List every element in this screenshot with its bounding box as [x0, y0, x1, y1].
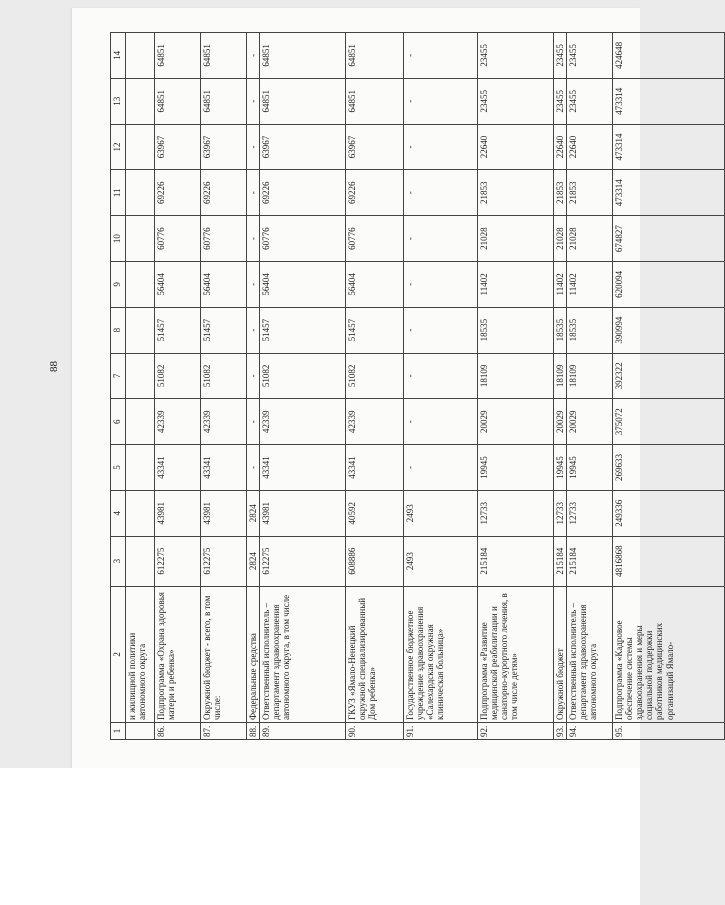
value-cell: 18535 — [554, 307, 567, 353]
value-cell: 63967 — [201, 124, 247, 170]
column-header: 8 — [111, 307, 126, 353]
row-number: 89. — [260, 722, 346, 739]
value-cell: 20029 — [554, 399, 567, 445]
table-cell — [126, 307, 155, 353]
column-header: 7 — [111, 353, 126, 399]
column-header: 13 — [111, 78, 126, 124]
value-cell: 215184 — [478, 536, 554, 586]
value-cell: 390994 — [613, 307, 725, 353]
value-cell: 56404 — [155, 261, 201, 307]
value-cell: 64851 — [201, 78, 247, 124]
row-label: Подпрограмма «Развитие медицинской реабилитации и санаторно-курортного лечения, в том числе детям» — [478, 586, 554, 722]
value-cell: 12733 — [554, 490, 567, 536]
row-number: 88. — [247, 722, 260, 739]
value-cell: 43341 — [346, 445, 404, 491]
table-cell — [126, 78, 155, 124]
value-cell: 18535 — [567, 307, 613, 353]
value-cell: - — [404, 261, 478, 307]
value-cell: 56404 — [201, 261, 247, 307]
value-cell: 64851 — [346, 78, 404, 124]
value-cell: 4816868 — [613, 536, 725, 586]
row-label: Федеральные средства — [247, 586, 260, 722]
value-cell: 56404 — [260, 261, 346, 307]
value-cell: 674827 — [613, 216, 725, 262]
value-cell: 375072 — [613, 399, 725, 445]
value-cell: 22640 — [478, 124, 554, 170]
row-number: 91. — [404, 722, 478, 739]
value-cell: - — [404, 399, 478, 445]
table-row — [613, 33, 725, 740]
column-header: 9 — [111, 261, 126, 307]
value-cell: 473314 — [613, 124, 725, 170]
page-background — [0, 768, 640, 905]
value-cell: 51457 — [201, 307, 247, 353]
column-header: 3 — [111, 536, 126, 586]
value-cell: 69226 — [346, 170, 404, 216]
value-cell: 21028 — [554, 216, 567, 262]
value-cell: 64851 — [260, 33, 346, 79]
column-header: 2 — [111, 586, 126, 722]
value-cell: 215184 — [567, 536, 613, 586]
value-cell: - — [247, 124, 260, 170]
table-row — [260, 33, 346, 740]
table-cell — [126, 722, 155, 739]
value-cell: 20029 — [478, 399, 554, 445]
value-cell: 620094 — [613, 261, 725, 307]
table-row — [478, 33, 554, 740]
value-cell: 43341 — [155, 445, 201, 491]
value-cell: 23455 — [567, 78, 613, 124]
value-cell: 60776 — [155, 216, 201, 262]
column-header: 11 — [111, 170, 126, 216]
value-cell: - — [404, 307, 478, 353]
value-cell: 23455 — [567, 33, 613, 79]
value-cell: 18109 — [478, 353, 554, 399]
value-cell: 11402 — [567, 261, 613, 307]
value-cell: 60776 — [260, 216, 346, 262]
table-cell — [126, 33, 155, 79]
value-cell: 12733 — [567, 490, 613, 536]
value-cell: 19945 — [567, 445, 613, 491]
value-cell: 608886 — [346, 536, 404, 586]
value-cell: - — [247, 307, 260, 353]
column-header: 12 — [111, 124, 126, 170]
value-cell: 473314 — [613, 170, 725, 216]
value-cell: - — [404, 216, 478, 262]
value-cell: - — [404, 78, 478, 124]
value-cell: - — [247, 170, 260, 216]
row-number: 86. — [155, 722, 201, 739]
table-row — [554, 33, 567, 740]
value-cell: 21028 — [567, 216, 613, 262]
value-cell: 21853 — [478, 170, 554, 216]
value-cell: 473314 — [613, 78, 725, 124]
value-cell: 18535 — [478, 307, 554, 353]
value-cell: 60776 — [346, 216, 404, 262]
value-cell: 42339 — [346, 399, 404, 445]
value-cell: 424648 — [613, 33, 725, 79]
value-cell: 40592 — [346, 490, 404, 536]
value-cell: 42339 — [155, 399, 201, 445]
table-row — [404, 33, 478, 740]
value-cell: 23455 — [554, 33, 567, 79]
value-cell: 51082 — [155, 353, 201, 399]
row-label: Окружной бюджет - всего, в том числе: — [201, 586, 247, 722]
value-cell: 51457 — [155, 307, 201, 353]
value-cell: - — [247, 399, 260, 445]
value-cell: 18109 — [554, 353, 567, 399]
value-cell: 63967 — [346, 124, 404, 170]
value-cell: 69226 — [260, 170, 346, 216]
value-cell: 43341 — [260, 445, 346, 491]
column-header: 1 — [111, 722, 126, 739]
value-cell: 2493 — [404, 490, 478, 536]
value-cell: 249336 — [613, 490, 725, 536]
value-cell: - — [247, 445, 260, 491]
value-cell: 21853 — [567, 170, 613, 216]
table-row — [155, 33, 201, 740]
value-cell: 19945 — [478, 445, 554, 491]
value-cell: 22640 — [567, 124, 613, 170]
value-cell: 612275 — [260, 536, 346, 586]
rotated-table-container — [110, 32, 723, 740]
row-number: 93. — [554, 722, 567, 739]
page-number: 88 — [48, 361, 60, 372]
row-label: ГКУЗ «Ямало-Ненецкий окружной специализированный Дом ребенка» — [346, 586, 404, 722]
value-cell: 2493 — [404, 536, 478, 586]
value-cell: 43341 — [201, 445, 247, 491]
column-header: 14 — [111, 33, 126, 79]
value-cell: - — [404, 33, 478, 79]
value-cell: 21028 — [478, 216, 554, 262]
table-row — [201, 33, 247, 740]
value-cell: 612275 — [201, 536, 247, 586]
value-cell: - — [404, 170, 478, 216]
row-label: Подпрограмма «Охрана здоровья матери и ребенка» — [155, 586, 201, 722]
row-label: Подпрограмма «Кадровое обеспечение системы здравоохранения и меры социальной поддержки работников медицинских организаций Ямало- — [613, 586, 725, 722]
column-header: 5 — [111, 445, 126, 491]
table-cell — [126, 170, 155, 216]
table-cell — [126, 536, 155, 586]
row-number: 87. — [201, 722, 247, 739]
row-number: 90. — [346, 722, 404, 739]
value-cell: 42339 — [260, 399, 346, 445]
table-row — [247, 33, 260, 740]
table-cell — [126, 399, 155, 445]
column-header: 6 — [111, 399, 126, 445]
value-cell: - — [247, 353, 260, 399]
value-cell: 51457 — [346, 307, 404, 353]
row-number: 94. — [567, 722, 613, 739]
value-cell: - — [404, 124, 478, 170]
table-cell — [126, 353, 155, 399]
value-cell: 269633 — [613, 445, 725, 491]
value-cell: 392322 — [613, 353, 725, 399]
value-cell: 43981 — [260, 490, 346, 536]
value-cell: 64851 — [155, 33, 201, 79]
table-cell — [126, 124, 155, 170]
value-cell: 18109 — [567, 353, 613, 399]
value-cell: 12733 — [478, 490, 554, 536]
value-cell: 64851 — [201, 33, 247, 79]
value-cell: 11402 — [554, 261, 567, 307]
value-cell: - — [404, 353, 478, 399]
value-cell: 51457 — [260, 307, 346, 353]
value-cell: 20029 — [567, 399, 613, 445]
row-label: Государственное бюджетное учреждение здравоохранения «Салехардская окружная клиническая больница» — [404, 586, 478, 722]
column-header: 10 — [111, 216, 126, 262]
row-label: Окружной бюджет — [554, 586, 567, 722]
value-cell: 69226 — [201, 170, 247, 216]
table-cell — [126, 216, 155, 262]
value-cell: 2824 — [247, 490, 260, 536]
value-cell: - — [247, 33, 260, 79]
value-cell: 51082 — [346, 353, 404, 399]
value-cell: 64851 — [155, 78, 201, 124]
header-row — [111, 33, 126, 740]
column-header: 4 — [111, 490, 126, 536]
value-cell: - — [404, 445, 478, 491]
budget-table — [110, 32, 725, 740]
value-cell: - — [247, 261, 260, 307]
value-cell: 64851 — [346, 33, 404, 79]
continuation-row — [126, 33, 155, 740]
row-number: 95. — [613, 722, 725, 739]
value-cell: 51082 — [201, 353, 247, 399]
table-row — [567, 33, 613, 740]
value-cell: - — [247, 78, 260, 124]
value-cell: 69226 — [155, 170, 201, 216]
value-cell: 11402 — [478, 261, 554, 307]
value-cell: 43981 — [201, 490, 247, 536]
value-cell: 612275 — [155, 536, 201, 586]
value-cell: 215184 — [554, 536, 567, 586]
value-cell: 22640 — [554, 124, 567, 170]
value-cell: 23455 — [554, 78, 567, 124]
table-row — [346, 33, 404, 740]
value-cell: 19945 — [554, 445, 567, 491]
value-cell: 2824 — [247, 536, 260, 586]
value-cell: 43981 — [155, 490, 201, 536]
value-cell: 64851 — [260, 78, 346, 124]
row-label: Ответственный исполнитель – департамент здравоохранения автономного округа — [567, 586, 613, 722]
value-cell: 21853 — [554, 170, 567, 216]
value-cell: 23455 — [478, 33, 554, 79]
value-cell: - — [247, 216, 260, 262]
table-cell — [126, 445, 155, 491]
table-cell — [126, 490, 155, 536]
value-cell: 42339 — [201, 399, 247, 445]
row-number: 92. — [478, 722, 554, 739]
continuation-text: и жилищной политики автономного округа — [126, 586, 155, 722]
value-cell: 56404 — [346, 261, 404, 307]
value-cell: 63967 — [155, 124, 201, 170]
value-cell: 23455 — [478, 78, 554, 124]
value-cell: 51082 — [260, 353, 346, 399]
table-cell — [126, 261, 155, 307]
row-label: Ответственный исполнитель – департамент здравоохранения автономного округа, в том числе — [260, 586, 346, 722]
value-cell: 63967 — [260, 124, 346, 170]
value-cell: 60776 — [201, 216, 247, 262]
